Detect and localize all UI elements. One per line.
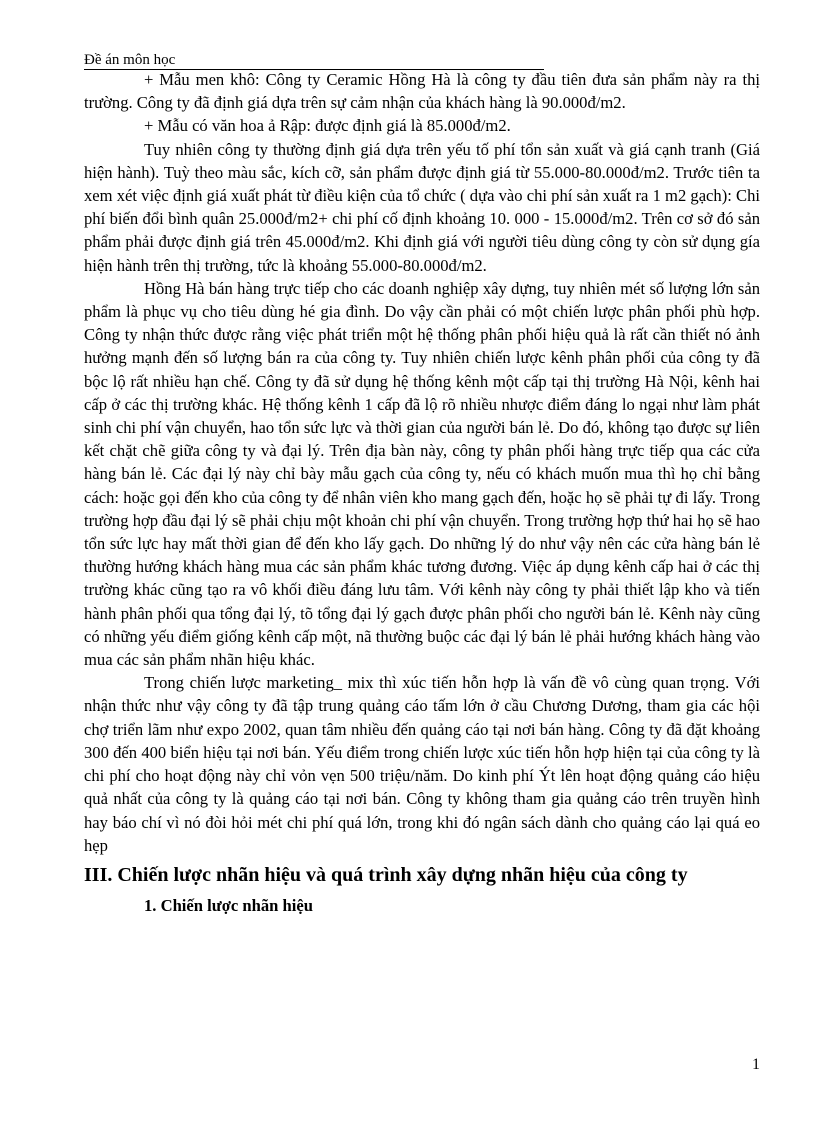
- paragraph-distribution-strategy: Hồng Hà bán hàng trực tiếp cho các doanh nghiệp xây dựng, tuy nhiên mét số lượng lớn sản phẩm là phục vụ cho tiêu dùng hé gia đình. Do vậy cần phải có một chiến lược phân phối phù hợp. Công ty nhận thức được rằng việc phát triển một hệ thống phân phối hiệu quả là rất cần thiết nó ảnh hưởng mạnh đến số lượng bán ra của công ty. Tuy nhiên chiến lược kênh phân phối của công ty đã bộc lộ rất nhiều hạn chế. Công ty đã sử dụng hệ thống kênh một cấp tại thị trường Hà Nội, kênh hai cấp ở các thị trường khác. Hệ thống kênh 1 cấp đã lộ rõ nhiều nhược điểm đáng lo ngại như làm phát sinh chi phí vận chuyển, hao tổn sức lực và thời gian của người bán lẻ. Do đó, không tạo được sự liên kết chặt chẽ giữa công ty và đại lý. Trên địa bàn này, công ty phân phối hàng trực tiếp qua các cửa hàng bán lẻ. Các đại lý này chỉ bày mẫu gạch của công ty, nếu có khách muốn mua thì họ chỉ bằng cách: hoặc gọi đến kho của công ty để nhân viên kho mang gạch đến, hoặc họ sẽ phải tự đi lấy. Trong trường hợp đầu đại lý sẽ phải chịu một khoản chi phí vận chuyển. Trong trường hợp thứ hai họ sẽ hao tổn sức lực hay mất thời gian để đến kho lấy gạch. Do những lý do như vậy nên các cửa hàng bán lẻ thường hướng khách hàng mua các sản phẩm khác tương đương. Việc áp dụng kênh cấp hai ở các thị trường khác cũng tạo ra vô khối điều đáng lưu tâm. Với kênh này công ty phải thiết lập kho và tiến hành phân phối qua tổng đại lý, tõ tổng đại lý gạch được phân phối cho người bán lẻ. Kênh này cũng có những yếu điểm giống kênh cấp một, nã thường buộc các đại lý bán lẻ phải hướng khách hàng vào mua các sản phẩm nhãn hiệu khác.: [84, 278, 760, 670]
- paragraph-promotion-strategy: Trong chiến lược marketing_ mix thì xúc tiến hỗn hợp là vấn đề vô cùng quan trọng. Với nhận thức như vậy công ty đã tập trung quảng cáo tấm lớn ở cầu Chương Dương, tham gia các hội chợ triển lãm như expo 2002, quan tâm nhiều đến quảng cáo tại nơi bán hàng. Công ty đã đặt khoảng 300 đến 400 biển hiệu tại nơi bán. Yếu điểm trong chiến lược xúc tiến hỗn hợp hiện tại của công ty là chi phí cho hoạt động này chỉ vỏn vẹn 500 triệu/năm. Do kinh phí Ýt lên hoạt động quảng cáo hiệu quả nhất của công ty là quảng cáo tại nơi bán. Công ty không tham gia quảng cáo trên truyền hình hay báo chí vì nó đòi hỏi mét chi phí quá lớn, trong khi đó ngân sách dành cho quảng cáo lại quá eo hẹp: [84, 673, 760, 855]
- section-heading: III. Chiến lược nhãn hiệu và quá trình xây dựng nhãn hiệu của công ty: [84, 863, 688, 886]
- page-number: 1: [752, 1056, 760, 1073]
- document-body: [84, 68, 760, 917]
- page-header: Đề án môn học: [84, 52, 544, 70]
- paragraph-glazed-tile-price: + Mẫu men khô: Công ty Ceramic Hồng Hà là công ty đầu tiên đưa sản phẩm này ra thị trường. Công ty đã định giá dựa trên sự cảm nhận của khách hàng là 90.000đ/m2.: [84, 70, 760, 113]
- subsection-heading: 1. Chiến lược nhãn hiệu: [144, 895, 313, 915]
- paragraph-arabic-pattern-price: + Mẫu có văn hoa ả Rập: được định giá là 85.000đ/m2.: [144, 116, 511, 136]
- paragraph-pricing-method: Tuy nhiên công ty thường định giá dựa trên yếu tố phí tổn sản xuất và giá cạnh tranh (Giá hiện hành). Tuỳ theo màu sắc, kích cỡ, sản phẩm được định giá từ 55.000-80.000đ/m2. Trước tiên ta xem xét việc định giá xuất phát từ điều kiện của tổ chức ( dựa vào chi phí sản xuất ra 1 m2 gạch): Chi phí biến đổi bình quân 25.000đ/m2+ chi phí cố định khoảng 10. 000 - 15.000đ/m2. Trên cơ sở đó sản phẩm phải được định giá trên 45.000đ/m2. Khi định giá với người tiêu dùng công ty còn sử dụng gía hiện hành trên thị trường, tức là khoảng 55.000-80.000đ/m2.: [84, 139, 760, 275]
